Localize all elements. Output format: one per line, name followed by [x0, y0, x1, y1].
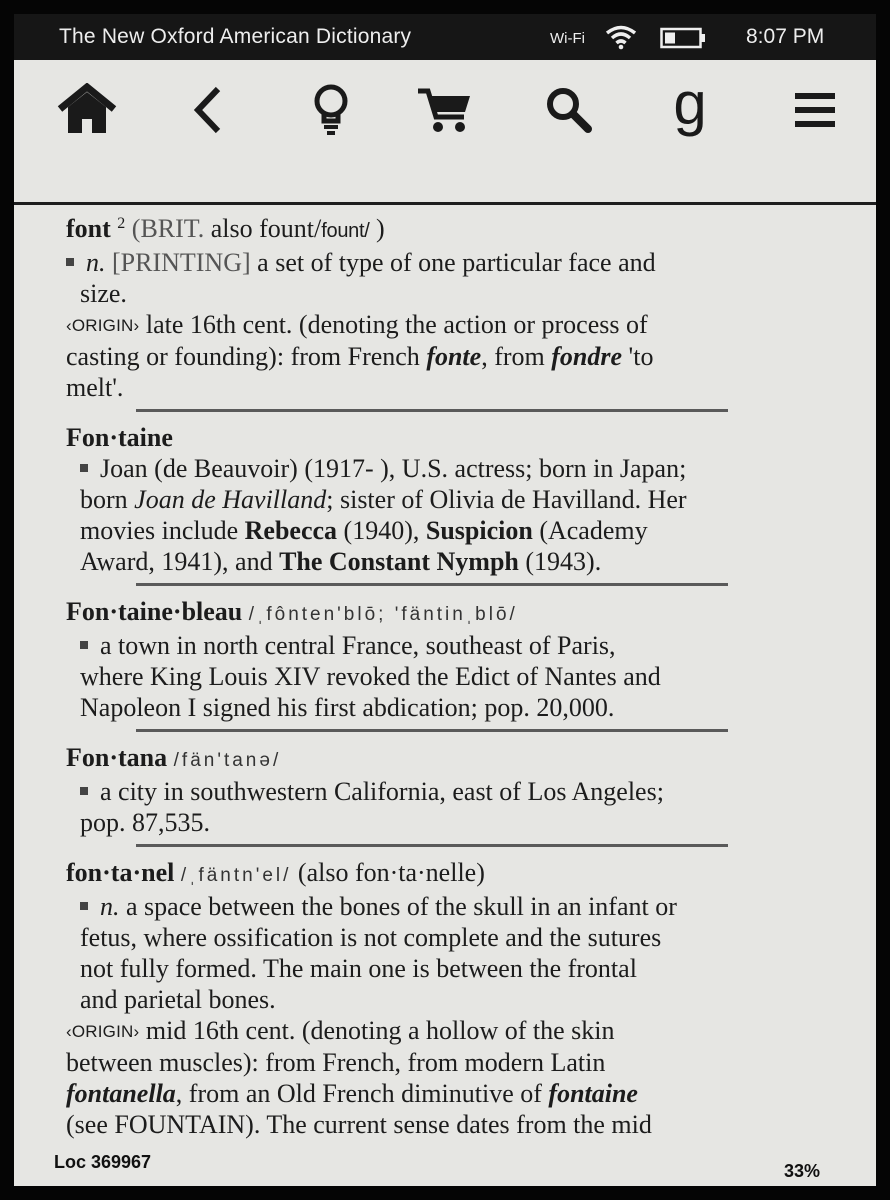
entry-fontaine [66, 422, 820, 577]
definition: a town in north central France, southeast of Paris, [100, 631, 616, 660]
film-title: Suspicion [425, 516, 533, 545]
entry-separator [136, 729, 728, 732]
dictionary-content [66, 208, 820, 1140]
headword: Fon·taine [66, 423, 173, 452]
cart-icon [416, 85, 474, 135]
back-chevron-icon [188, 85, 228, 135]
definition: Joan (de Beauvoir) (1917- ), U.S. actress; born in Japan; [100, 454, 687, 483]
entry-separator [136, 844, 728, 847]
definition: where King Louis XIV revoked the Edict of Nantes and [80, 662, 661, 691]
birth-name: Joan de Havilland [134, 485, 327, 514]
origin-text: late 16th cent. (denoting the action or process of [139, 310, 648, 339]
wifi-icon [604, 24, 638, 55]
wifi-label: Wi-Fi [550, 30, 585, 47]
definition: fetus, where ossification is not complete and the sutures [80, 923, 662, 952]
lightbulb-icon [311, 83, 351, 137]
origin-text: , from [481, 342, 552, 371]
origin-tag: ‹ORIGIN› [66, 1022, 140, 1041]
entry-separator [136, 409, 728, 412]
definition: (1943). [518, 547, 602, 576]
headword: font [66, 214, 111, 243]
film-title: Rebecca [244, 516, 338, 545]
sense-bullet [80, 902, 88, 910]
definition: a space between the bones of the skull in an infant or [119, 892, 677, 921]
toolbar-divider [14, 202, 876, 205]
headword: Fon·tana [66, 743, 168, 772]
store-button[interactable] [414, 82, 476, 138]
definition: pop. 87,535. [80, 808, 210, 837]
search-icon [544, 85, 594, 135]
toolbar [14, 60, 876, 158]
variant-text: also fount/ [204, 214, 322, 243]
sense-bullet [80, 641, 88, 649]
search-button[interactable] [538, 82, 600, 138]
origin-text: 'to [622, 342, 654, 371]
back-button[interactable] [177, 82, 239, 138]
origin-tag: ‹ORIGIN› [66, 316, 140, 335]
part-of-speech: n. [100, 892, 120, 921]
definition: (1940), [337, 516, 426, 545]
kindle-screen [14, 14, 876, 1186]
origin-text: (see FOUNTAIN). The current sense dates from the mid [66, 1110, 652, 1139]
sense-bullet [80, 787, 88, 795]
clock: 8:07 PM [746, 25, 825, 48]
definition: Award, 1941), and [80, 547, 280, 576]
battery-icon [660, 27, 708, 54]
definition: movies include [80, 516, 245, 545]
pronunciation: /fän'tanə/ [173, 750, 282, 771]
origin-text: melt'. [66, 373, 124, 402]
menu-button[interactable] [784, 82, 846, 138]
region-label: BRIT. [140, 214, 205, 243]
origin-text: mid 16th cent. (denoting a hollow of the skin [139, 1016, 615, 1045]
pronunciation: /ˌfônten'blō; 'fäntinˌblō/ [248, 604, 518, 625]
pronunciation: /ˌfäntn'el/ [180, 865, 292, 886]
variant-close: ) [369, 214, 385, 243]
origin-text: between muscles): from French, from modern Latin [66, 1048, 606, 1077]
origin-text: casting or founding): from French [66, 342, 427, 371]
variant-open: ( [131, 214, 141, 243]
film-title: The Constant Nymph [279, 547, 519, 576]
entry-fontainebleau [66, 596, 820, 723]
definition: size. [80, 279, 127, 308]
headword: Fon·taine·bleau [66, 597, 243, 626]
definition: a set of type of one particular face and [250, 248, 656, 277]
definition: ; sister of Olivia de Havilland. Her [326, 485, 687, 514]
menu-icon [793, 89, 837, 131]
definition: born [80, 485, 135, 514]
location-indicator: Loc 369967 [54, 1152, 152, 1172]
part-of-speech: n. [86, 248, 106, 277]
definition: a city in southwestern California, east of Los Angeles; [100, 777, 664, 806]
etymon: fontanella [66, 1079, 176, 1108]
pronunciation: fount/ [321, 220, 370, 242]
book-title: The New Oxford American Dictionary [59, 25, 412, 48]
progress-percent: 33% [784, 1161, 821, 1181]
definition: Napoleon I signed his first abdication; pop. 20,000. [80, 693, 615, 722]
sense-bullet [66, 258, 74, 266]
definition: (Academy [532, 516, 648, 545]
definition: not fully formed. The main one is between the frontal [80, 954, 637, 983]
origin-text: , from an Old French diminutive of [175, 1079, 549, 1108]
homograph-number: 2 [117, 215, 126, 232]
lightbulb-button[interactable] [300, 82, 362, 138]
entry-font [66, 208, 820, 403]
etymon: fondre [551, 342, 623, 371]
goodreads-g-icon: g [673, 70, 707, 137]
etymon: fonte [426, 342, 482, 371]
entry-fontanel [66, 857, 820, 1140]
variant-text: (also fon·ta·nelle) [297, 858, 485, 887]
headword: fon·ta·nel [66, 858, 175, 887]
goodreads-button[interactable] [659, 70, 721, 138]
home-button[interactable] [56, 82, 118, 138]
home-icon [56, 83, 118, 137]
status-bar [14, 14, 876, 60]
entry-fontana [66, 742, 820, 838]
sense-bullet [80, 464, 88, 472]
etymon: fontaine [548, 1079, 638, 1108]
entry-separator [136, 583, 728, 586]
subject-label: [PRINTING] [112, 248, 251, 277]
definition: and parietal bones. [80, 985, 276, 1014]
